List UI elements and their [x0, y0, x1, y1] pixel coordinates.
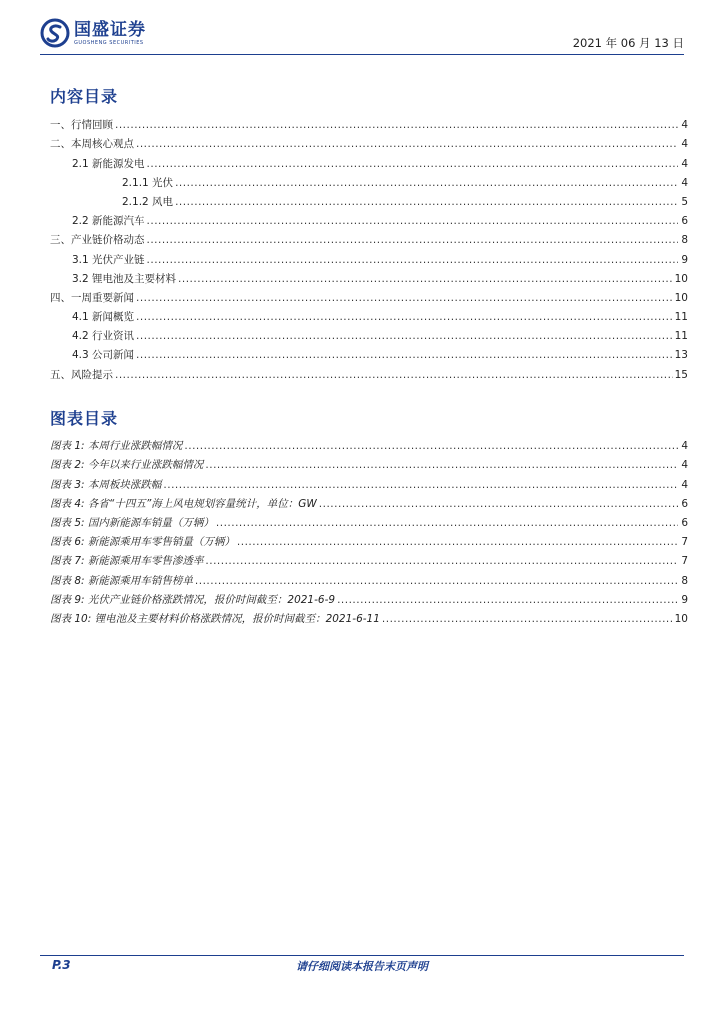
figure-entry-page: 6 — [681, 516, 688, 529]
figure-entry[interactable] — [50, 510, 688, 529]
toc-entry[interactable] — [50, 150, 688, 169]
figure-entry[interactable] — [50, 471, 688, 490]
figure-entry-label: 图表 4: 各省“十四五”海上风电规划容量统计，单位：GW — [50, 497, 317, 510]
report-date: 2021 年 06 月 13 日 — [572, 36, 684, 50]
figures-title: 图表目录 — [50, 409, 119, 428]
toc-entry-page: 10 — [674, 272, 688, 285]
dot-leader — [337, 594, 678, 606]
dot-leader — [147, 158, 678, 170]
toc-entry-label: 2.1 新能源发电 — [72, 157, 145, 170]
toc-entry-page: 9 — [681, 253, 688, 266]
toc-entry[interactable] — [50, 266, 688, 285]
toc-entry-label: 3.1 光伏产业链 — [72, 253, 145, 266]
toc-entry[interactable] — [50, 342, 688, 361]
figure-entry-label: 图表 8: 新能源乘用车销售榜单 — [50, 574, 193, 587]
page-header — [40, 18, 684, 54]
dot-leader — [319, 498, 678, 510]
toc-entry-label: 4.3 公司新闻 — [72, 349, 135, 362]
dot-leader — [205, 555, 678, 567]
dot-leader — [175, 196, 678, 208]
dot-leader — [115, 369, 673, 381]
toc-entry-page: 5 — [681, 195, 688, 208]
toc-title: 内容目录 — [50, 87, 119, 106]
toc-entry-label: 3.2 锂电池及主要材料 — [72, 272, 177, 285]
toc-entry[interactable] — [50, 189, 688, 208]
dot-leader — [216, 517, 678, 529]
logo-chinese-name: 国盛证券 — [74, 19, 146, 40]
toc-entry[interactable] — [50, 227, 688, 246]
dot-leader — [147, 234, 679, 246]
toc-entry-label: 2.1.2 风电 — [122, 195, 174, 208]
figure-entry-label: 图表 6: 新能源乘用车零售销量（万辆） — [50, 536, 235, 549]
figure-entry-label: 图表 5: 国内新能源车销量（万辆） — [50, 516, 214, 529]
toc-entry-page: 10 — [674, 291, 688, 304]
dot-leader — [136, 349, 673, 361]
page-number: P.3 — [52, 958, 71, 972]
figure-entry-page: 10 — [674, 612, 688, 625]
toc-entry[interactable] — [50, 131, 688, 150]
toc-entry-label: 二、本周核心观点 — [50, 138, 134, 151]
toc-entry[interactable] — [50, 361, 688, 380]
dot-leader — [115, 119, 678, 131]
figure-entry-page: 7 — [681, 555, 688, 568]
figure-entry-label: 图表 3: 本周板块涨跌幅 — [50, 478, 162, 491]
figure-entry-page: 6 — [681, 497, 688, 510]
toc-entry-label: 三、产业链价格动态 — [50, 234, 145, 247]
toc-entry-label: 4.2 行业资讯 — [72, 330, 135, 343]
toc-list — [50, 112, 688, 381]
dot-leader — [136, 330, 673, 342]
dot-leader — [382, 613, 673, 625]
figure-entry-label: 图表 10: 锂电池及主要材料价格涨跌情况，报价时间截至：2021-6-11 — [50, 612, 380, 625]
toc-entry-page: 15 — [674, 368, 688, 381]
toc-entry[interactable] — [50, 208, 688, 227]
toc-entry-label: 2.1.1 光伏 — [122, 176, 174, 189]
toc-entry-label: 四、一周重要新闻 — [50, 291, 134, 304]
guosheng-logo-icon — [40, 18, 70, 48]
toc-entry-label: 2.2 新能源汽车 — [72, 215, 145, 228]
toc-entry-label: 五、风险提示 — [50, 368, 113, 381]
toc-entry-page: 11 — [674, 330, 688, 343]
toc-entry[interactable] — [50, 285, 688, 304]
figure-entry[interactable] — [50, 529, 688, 548]
toc-entry[interactable] — [50, 323, 688, 342]
figure-entry[interactable] — [50, 587, 688, 606]
dot-leader — [184, 440, 678, 452]
figure-entry-label: 图表 2: 今年以来行业涨跌幅情况 — [50, 459, 204, 472]
figure-entry[interactable] — [50, 433, 688, 452]
toc-entry-page: 11 — [674, 311, 688, 324]
figure-entry-label: 图表 1: 本周行业涨跌幅情况 — [50, 440, 183, 453]
toc-entry-label: 一、行情回顾 — [50, 119, 113, 132]
figure-entry-page: 9 — [681, 593, 688, 606]
logo-english-name: GUOSHENG SECURITIES — [74, 39, 144, 46]
dot-leader — [147, 254, 678, 266]
figure-entry-label: 图表 7: 新能源乘用车零售渗透率 — [50, 555, 204, 568]
figure-entry-page: 4 — [681, 478, 688, 491]
dot-leader — [205, 459, 678, 471]
company-logo — [40, 18, 146, 48]
toc-entry-page: 4 — [681, 176, 688, 189]
toc-entry[interactable] — [50, 112, 688, 131]
dot-leader — [175, 177, 678, 189]
dot-leader — [237, 536, 678, 548]
toc-entry[interactable] — [50, 246, 688, 265]
figure-entry-label: 图表 9: 光伏产业链价格涨跌情况，报价时间截至：2021-6-9 — [50, 593, 336, 606]
footer-disclaimer: 请仔细阅读本报告末页声明 — [296, 960, 428, 973]
figure-entry-page: 7 — [681, 536, 688, 549]
toc-entry[interactable] — [50, 304, 688, 323]
toc-entry-page: 6 — [681, 215, 688, 228]
footer-divider — [40, 955, 684, 956]
figure-entry[interactable] — [50, 567, 688, 586]
figure-entry[interactable] — [50, 452, 688, 471]
dot-leader — [163, 479, 678, 491]
header-divider — [40, 54, 684, 55]
figure-entry-page: 4 — [681, 459, 688, 472]
toc-entry-page: 8 — [681, 234, 688, 247]
toc-entry-page: 13 — [674, 349, 688, 362]
figure-entry[interactable] — [50, 491, 688, 510]
toc-entry-page: 4 — [681, 157, 688, 170]
dot-leader — [195, 575, 678, 587]
dot-leader — [136, 292, 673, 304]
figures-list — [50, 433, 688, 625]
figure-entry-page: 8 — [681, 574, 688, 587]
toc-entry[interactable] — [50, 170, 688, 189]
dot-leader — [136, 311, 673, 323]
dot-leader — [136, 138, 678, 150]
dot-leader — [178, 273, 673, 285]
toc-entry-label: 4.1 新闻概览 — [72, 311, 135, 324]
figure-entry[interactable] — [50, 548, 688, 567]
toc-entry-page: 4 — [681, 138, 688, 151]
toc-entry-page: 4 — [681, 119, 688, 132]
figure-entry[interactable] — [50, 606, 688, 625]
dot-leader — [147, 215, 678, 227]
figure-entry-page: 4 — [681, 440, 688, 453]
